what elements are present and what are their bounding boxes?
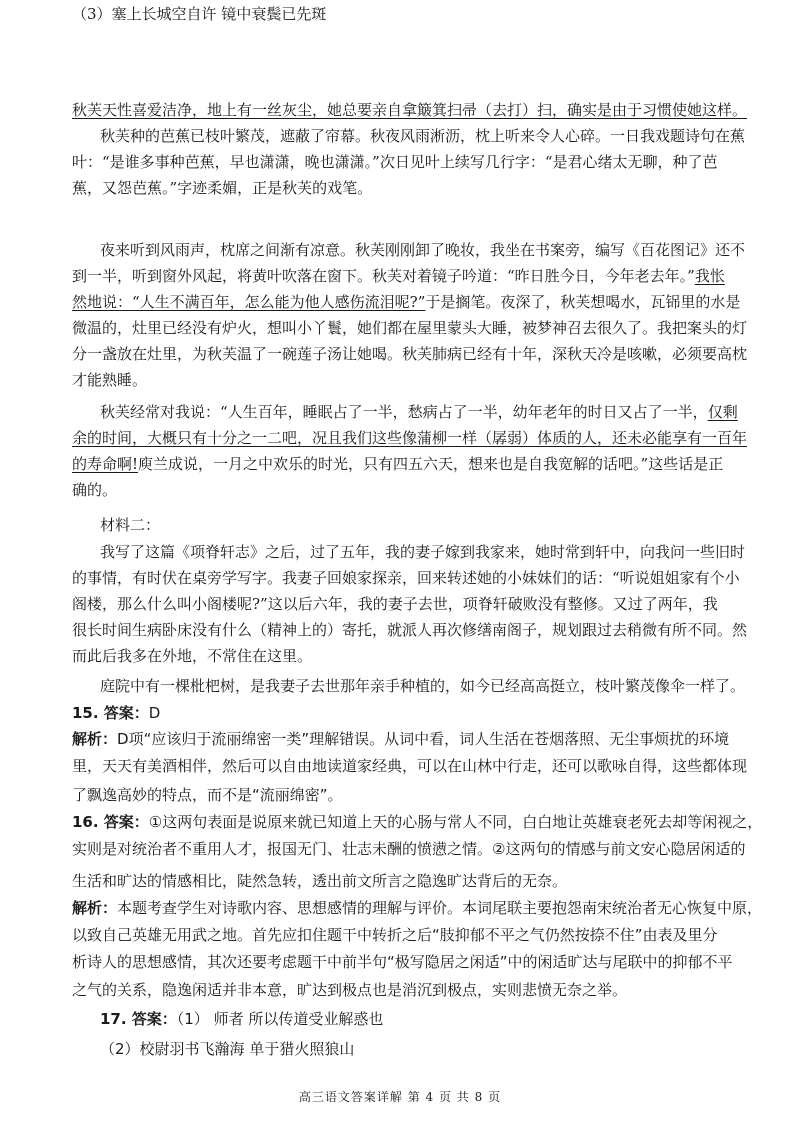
text-line (100, 398, 738, 426)
text-segment: 才能熟睡。 (72, 371, 148, 389)
text-line (72, 808, 763, 836)
text-segment: 实则是对统治者不重用人才，报国无门、壮志未酬的愤懑之情。②这两句的情感与前文安心隐居闲适的 (72, 840, 746, 858)
text-line (100, 538, 746, 566)
text-segment: 材料二： (100, 516, 161, 534)
text-segment: 之气的关系，隐逸闲适并非本意，旷达到极点也是消沉到极点，实则悲愤无奈之举。 (72, 981, 628, 999)
answer-label: 解析： (72, 899, 118, 917)
text-line (72, 340, 748, 368)
text-line (72, 867, 728, 895)
text-line (72, 894, 763, 922)
text-segment: 庾兰成说，一月之中欢乐的时光，只有四五六天，想来也是自我宽解的话吧。”这些话是正 (138, 455, 724, 473)
text-line (72, 616, 748, 644)
text-segment: 而此后我多在外地，不常住在这里。 (72, 647, 313, 665)
text-line (72, 424, 748, 452)
text-segment: 秋芙经常对我说：“人生百年，睡眠占了一半，愁病占了一半，幼年老年的时日又占了一半， (100, 403, 708, 421)
text-line (72, 174, 728, 202)
text-segment: 叶：“是谁多事种芭蕉，早也潇潇，晚也潇潇。”次日见叶上续写几行字：“是君心绪太无聊，种了芭 (72, 153, 718, 171)
text-line (72, 948, 733, 976)
text-segment: ①这两句表面是说原来就已知道上天的心肠与常人不同，白白地让英雄衰老死去却等闲视之， (148, 813, 763, 831)
text-line (100, 672, 746, 700)
text-line (100, 1005, 728, 1033)
text-segment: 很长时间生病卧床没有什么（精神上的）寄托，就派人再次修缮南阁子，规划跟过去稍微有所不同。然 (72, 621, 748, 639)
page-footer: 高三语文答案详解 第 4 页 共 8 页 (298, 1090, 502, 1104)
text-segment: 了飘逸高妙的特点，而不是“流丽绵密”。 (72, 786, 343, 804)
text-segment: 以致自己英雄无用武之地。首先应扣住题干中转折之后“肢抑郁不平之气仍然按捺不住”由表及里分 (72, 926, 718, 944)
text-line (72, 148, 728, 176)
text-line (100, 122, 746, 150)
text-segment: D (148, 704, 161, 722)
underlined-text: 的寿命啊! (72, 455, 139, 473)
text-line (72, 699, 728, 727)
text-segment: D项“应该归于流丽绵密一类”理解错误。从词中看，词人生活在苍烟落照、无尘事烦扰的环境 (117, 730, 730, 748)
text-line (72, 921, 728, 949)
answer-label: 17. 答案： (100, 1010, 177, 1028)
text-line (72, 564, 740, 592)
text-line (72, 288, 741, 316)
text-segment: 微温的，灶里已经没有炉火，想叫小丫鬟，她们都在屋里蒙头大睡，被梦神召去很久了。我把案头的灯 (72, 319, 748, 337)
text-line (72, 642, 728, 670)
text-segment: 里，天天有美酒相伴，然后可以自由地读道家经典，可以在山林中行走，还可以歌咏自得，这些都体现 (72, 757, 748, 775)
text-line (72, 96, 748, 124)
text-line (72, 314, 748, 342)
text-segment: （3）塞上长城空自许 镜中衰鬓已先斑 (72, 5, 327, 23)
text-segment: 确的。 (72, 481, 118, 499)
text-line (72, 976, 728, 1004)
answer-label: 15. 答案： (72, 704, 149, 722)
underlined-text: 然地说：“人生不满百年，怎么能为他人感伤流泪呢?” (72, 293, 426, 311)
text-segment: 生活和旷达的情感相比，陡然急转，透出前文所言之隐逸旷达背后的无奈。 (72, 872, 568, 890)
text-segment: 析诗人的思想感情，其次还要考虑题干中前半句“极写隐居之闲适”中的闲适旷达与尾联中的抑郁不平 (72, 953, 733, 971)
text-segment: 于是搁笔。夜深了，秋芙想喝水，瓦铞里的水是 (425, 293, 741, 311)
answer-label: 解析： (72, 730, 118, 748)
text-line (72, 262, 728, 290)
text-line (72, 0, 728, 28)
text-line (72, 450, 728, 478)
underlined-text: 仅剩 (707, 403, 738, 421)
text-segment: 蕉，又怨芭蕉。”字迹柔媚，正是秋芙的戏笔。 (72, 179, 373, 197)
text-segment: 的事情，有时伏在桌旁学写字。我妻子回娘家探亲，回来转述她的小妹妹们的话：“听说姐姐家有个小 (72, 569, 740, 587)
underlined-text: 我怅 (694, 267, 725, 285)
text-line (72, 476, 728, 504)
text-line (72, 835, 746, 863)
underlined-text: 秋芙天性喜爱洁净，地上有一丝灰尘，她总要亲自拿簸箕扫帚（去打）扫，确实是由于习惯使她这样。 (72, 101, 748, 119)
text-segment: 庭院中有一棵枇杷树，是我妻子去世那年亲手种植的，如今已经高高挺立，枝叶繁茂像伞一样了。 (100, 677, 746, 695)
text-line (72, 590, 728, 618)
text-segment: 阁楼，那么什么叫小阁楼呢?”这以后六年，我的妻子去世，项脊轩破败没有整修。又过了两年，我 (72, 595, 718, 613)
text-segment: 到一半，听到窗外风起，将黄叶吹落在窗下。秋芙对着镜子吟道：“昨日胜今日，今年老去年。” (72, 267, 695, 285)
text-line (72, 366, 728, 394)
text-line (72, 752, 748, 780)
text-segment: 我写了这篇《项脊轩志》之后，过了五年，我的妻子嫁到我家来，她时常到轩中，向我问一些旧时 (100, 543, 746, 561)
text-segment: 秋芙种的芭蕉已枝叶繁茂，遮蔽了帘幕。秋夜风雨淅沥，枕上听来令人心碎。一日我戏题诗句在蕉 (100, 127, 746, 145)
underlined-text: 余的时间，大概只有十分之一二吧，况且我们这些像蒲柳一样（孱弱）体质的人，还未必能享有一百年 (72, 429, 748, 447)
text-line (100, 236, 746, 264)
text-segment: 分一盏放在灶里，为秋芙温了一碗莲子汤让她喝。秋芙肺病已经有十年，深秋天冷是咳嗽，必须要高枕 (72, 345, 748, 363)
text-segment: （2）校尉羽书飞瀚海 单于猎火照狼山 (100, 1040, 355, 1058)
text-segment: （1） 师者 所以传道受业解惑也 (176, 1010, 384, 1028)
answer-label: 16. 答案： (72, 813, 149, 831)
text-line (72, 725, 728, 753)
text-line (72, 781, 728, 809)
text-line (100, 1035, 728, 1063)
text-line (100, 511, 728, 539)
text-segment: 夜来听到风雨声，枕席之间渐有凉意。秋芙刚刚卸了晚妆，我坐在书案旁，编写《百花图记》还不 (100, 241, 746, 259)
text-segment: 本题考查学生对诗歌内容、思想感情的理解与评价。本词尾联主要抱怨南宋统治者无心恢复中原， (117, 899, 763, 917)
